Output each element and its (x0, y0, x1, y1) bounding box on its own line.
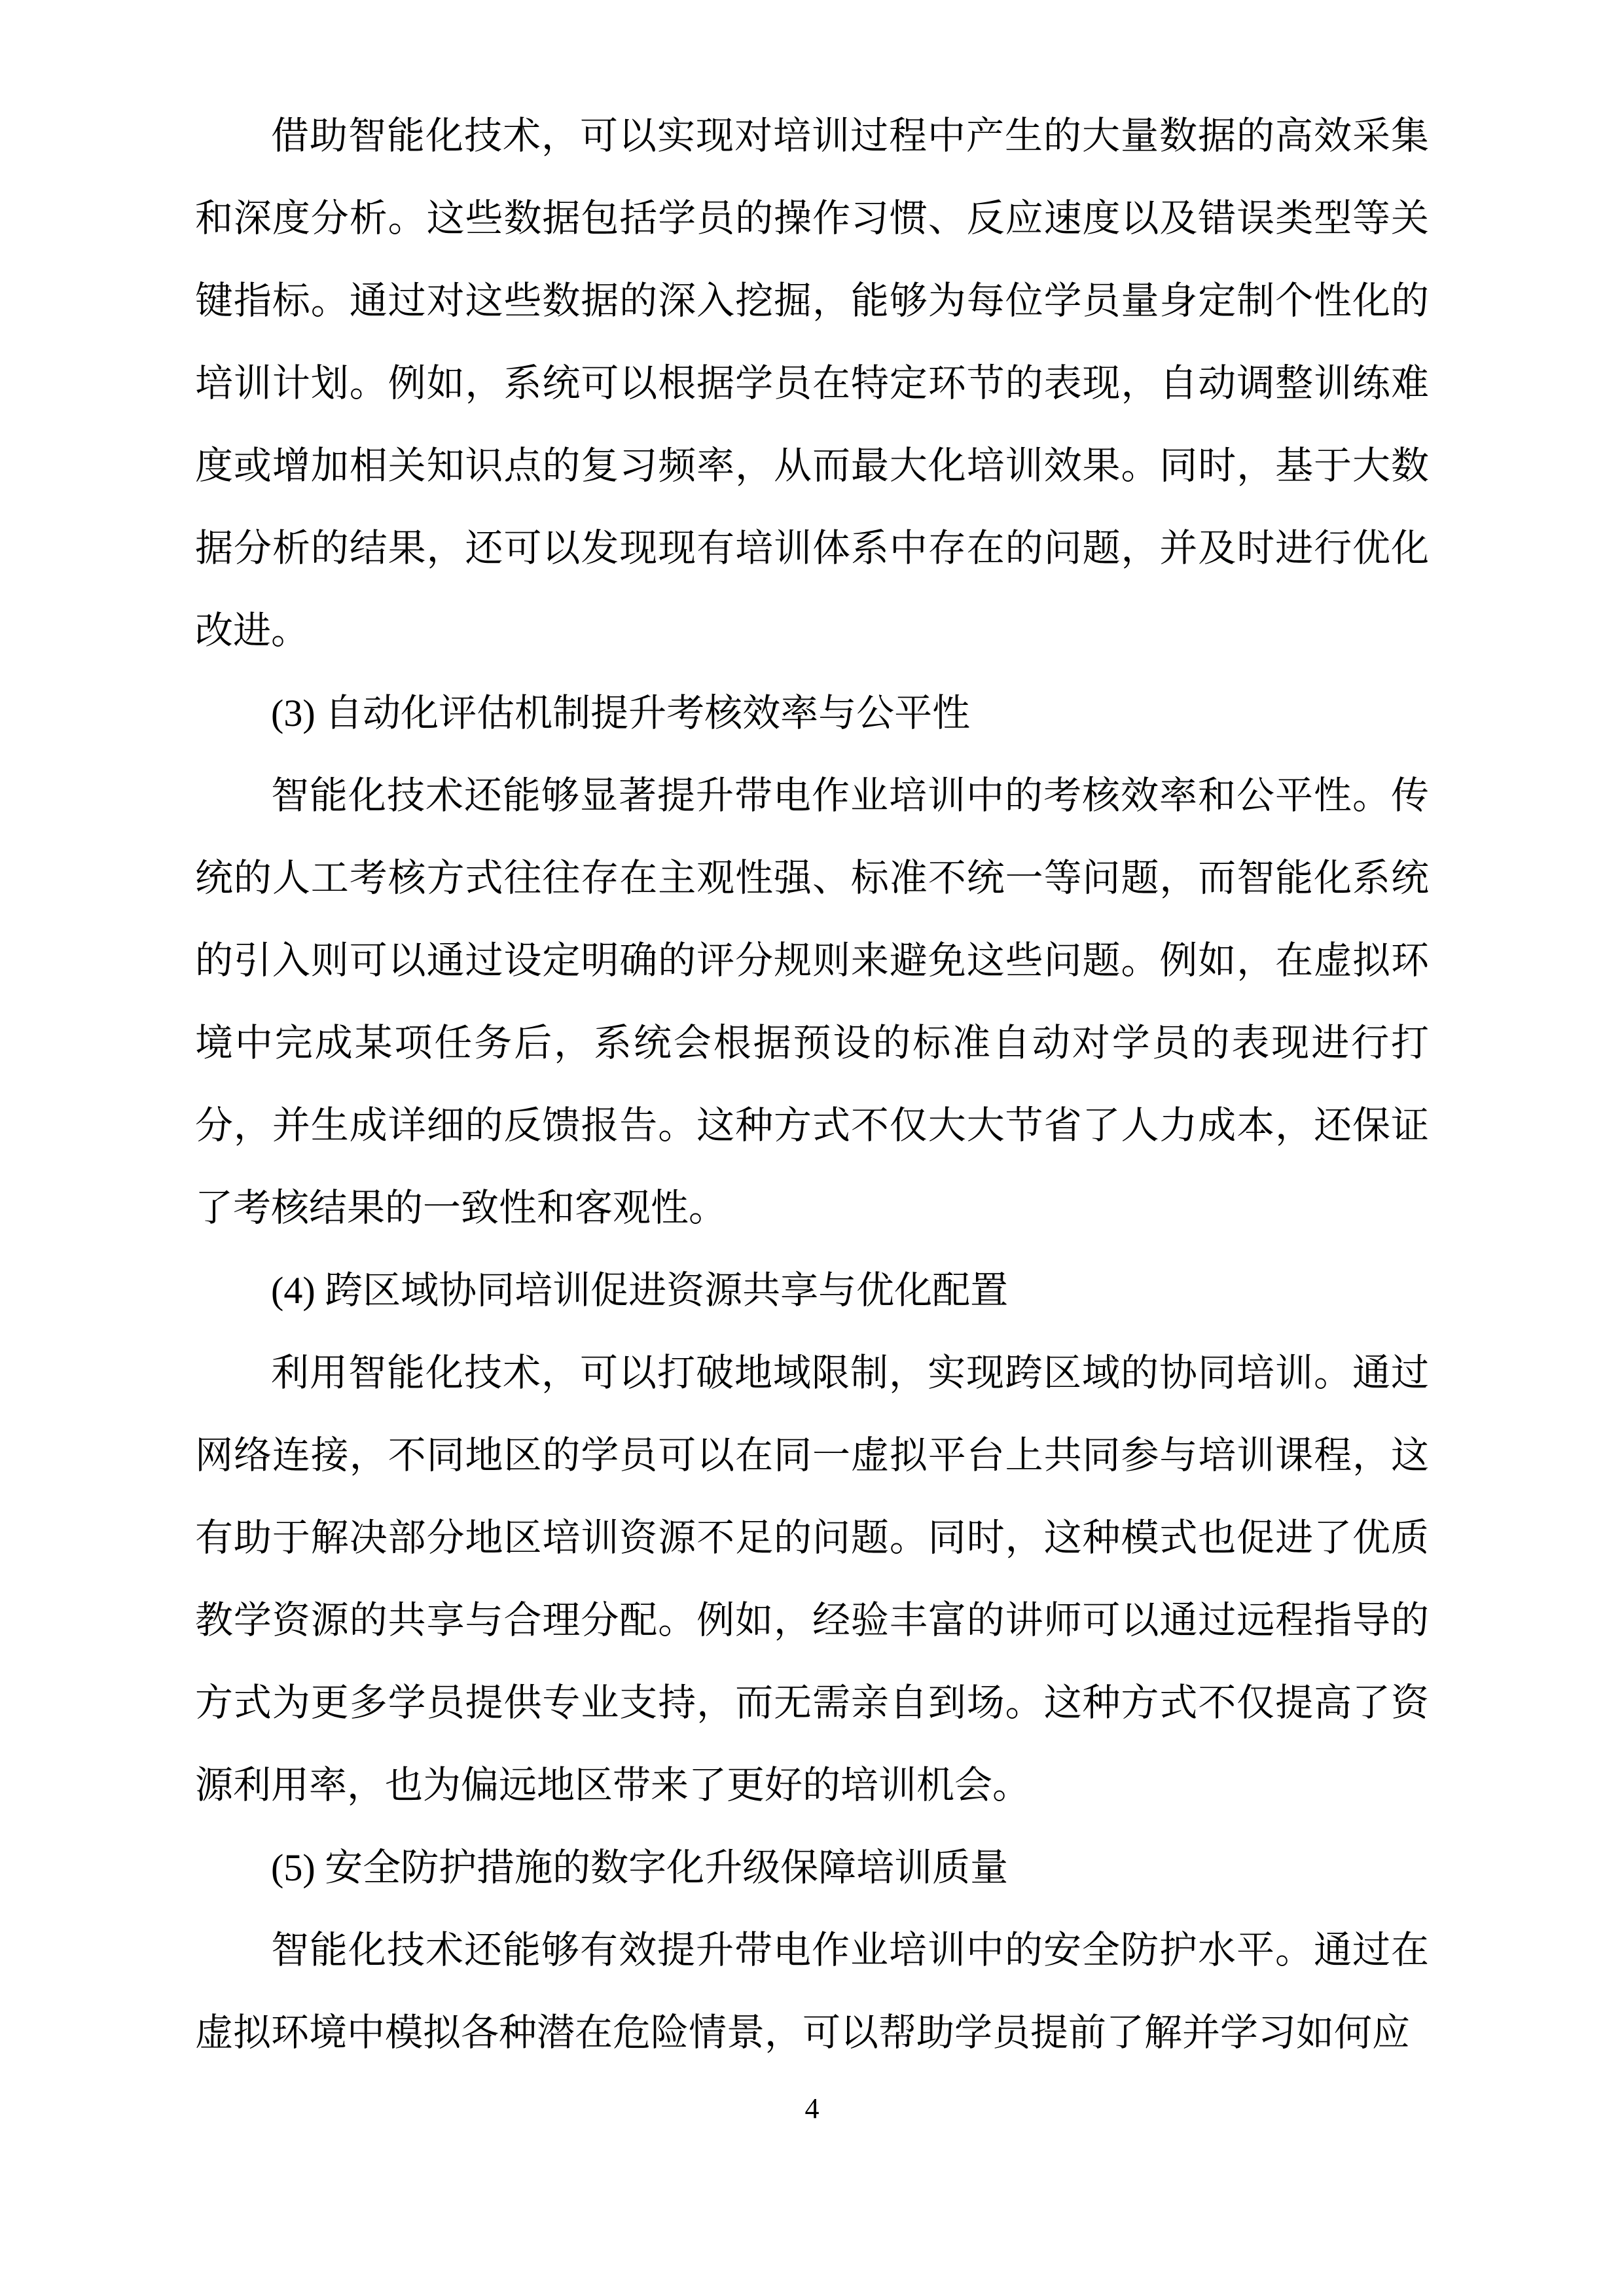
body-paragraph: 智能化技术还能够显著提升带电作业培训中的考核效率和公平性。传统的人工考核方式往往存在主观性强、标准不统一等问题，而智能化系统的引入则可以通过设定明确的评分规则来避免这些问题。例如，在虚拟环境中完成某项任务后，系统会根据预设的标准自动对学员的表现进行打分，并生成详细的反馈报告。这种方式不仅大大节省了人力成本，还保证了考核结果的一致性和客观性。 (195, 774, 1429, 1229)
page-footer (0, 2092, 1624, 2125)
body-paragraph: 借助智能化技术，可以实现对培训过程中产生的大量数据的高效采集和深度分析。这些数据包括学员的操作习惯、反应速度以及错误类型等关键指标。通过对这些数据的深入挖掘，能够为每位学员量身定制个性化的培训计划。例如，系统可以根据学员在特定环节的表现，自动调整训练难度或增加相关知识点的复习频率，从而最大化培训效果。同时，基于大数据分析的结果，还可以发现现有培训体系中存在的问题，并及时进行优化改进。 (195, 115, 1429, 652)
body-paragraph: 利用智能化技术，可以打破地域限制，实现跨区域的协同培训。通过网络连接，不同地区的学员可以在同一虚拟平台上共同参与培训课程，这有助于解决部分地区培训资源不足的问题。同时，这种模式也促进了优质教学资源的共享与合理分配。例如，经验丰富的讲师可以通过远程指导的方式为更多学员提供专业支持，而无需亲自到场。这种方式不仅提高了资源利用率，也为偏远地区带来了更好的培训机会。 (195, 1352, 1429, 1806)
body-paragraph: 智能化技术还能够有效提升带电作业培训中的安全防护水平。通过在虚拟环境中模拟各种潜在危险情景，可以帮助学员提前了解并学习如何应 (195, 1929, 1429, 2054)
section-heading-3: (3) 自动化评估机制提升考核效率与公平性 (271, 692, 971, 734)
section-heading-4: (4) 跨区域协同培训促进资源共享与优化配置 (271, 1269, 1009, 1312)
page-number: 4 (804, 2092, 820, 2125)
section-heading-5: (5) 安全防护措施的数字化升级保障培训质量 (271, 1846, 1009, 1889)
document-body (195, 95, 1429, 2074)
